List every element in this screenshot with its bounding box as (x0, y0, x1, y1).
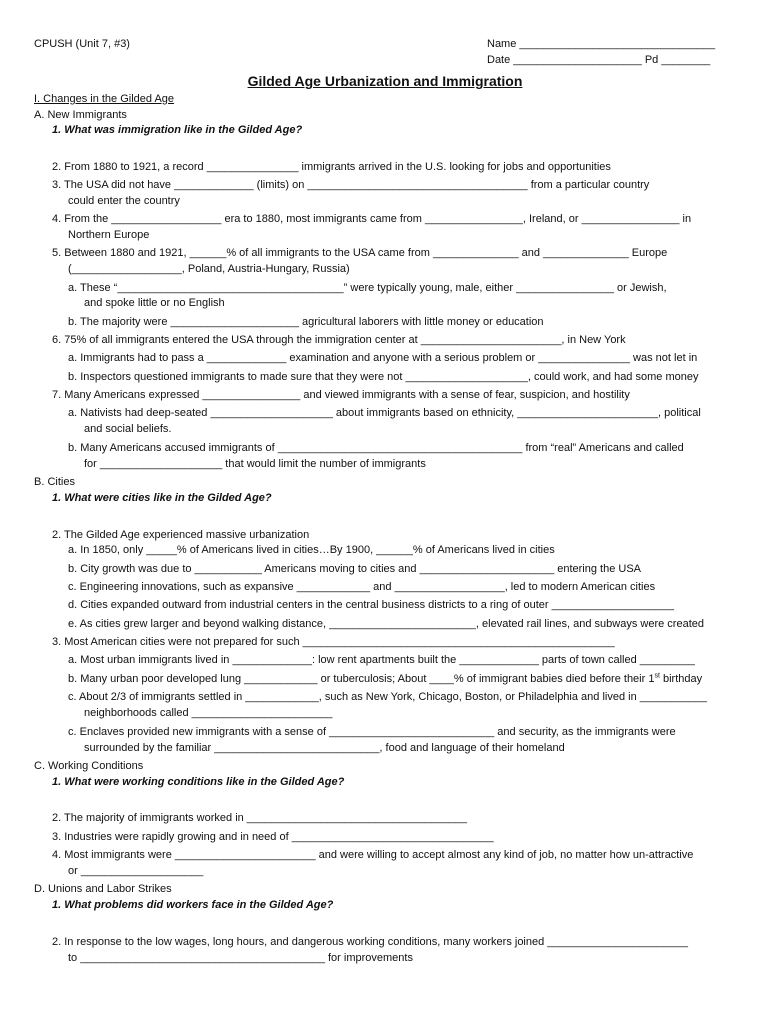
worksheet-line[interactable]: c. About 2/3 of immigrants settled in ____________, such as New York, Chicago, Boston, or Philadelphia and lived in ___________ (68, 691, 708, 703)
worksheet-line[interactable]: b. Many Americans accused immigrants of ________________________________________ from “real” Americans and called (68, 442, 684, 454)
worksheet-line[interactable]: 2. From 1880 to 1921, a record _______________ immigrants arrived in the U.S. looking for jobs and opportunities (52, 161, 611, 173)
worksheet-line[interactable]: 2. The majority of immigrants worked in ____________________________________ (52, 812, 468, 824)
worksheet-line[interactable]: b. Inspectors questioned immigrants to made sure that they were not ____________________, could work, and had some money (68, 371, 699, 383)
worksheet-line[interactable]: 3. The USA did not have _____________ (limits) on ____________________________________ from a particular country (52, 179, 650, 191)
worksheet-line[interactable]: surrounded by the familiar ___________________________, food and language of their homeland (84, 742, 565, 754)
name-field[interactable]: Name ________________________________ (487, 38, 716, 50)
worksheet-line: could enter the country (68, 195, 180, 207)
worksheet-line: 2. The Gilded Age experienced massive urbanization (52, 529, 310, 541)
worksheet-line: Northern Europe (68, 229, 150, 241)
worksheet-line[interactable]: b. City growth was due to ___________ Americans moving to cities and ______________________ entering the USA (68, 563, 642, 575)
worksheet-line[interactable]: 4. Most immigrants were _______________________ and were willing to accept almost any kind of job, no matter how un-attractive (52, 849, 694, 861)
worksheet-line: B. Cities (34, 476, 75, 488)
worksheet-line[interactable]: (__________________, Poland, Austria-Hungary, Russia) (68, 263, 350, 275)
worksheet-line[interactable]: 3. Industries were rapidly growing and in need of _________________________________ (52, 831, 494, 843)
worksheet-line[interactable]: 7. Many Americans expressed ________________ and viewed immigrants with a sense of fear, suspicion, and hostility (52, 389, 630, 401)
worksheet-line[interactable]: e. As cities grew larger and beyond walking distance, ________________________, elevated rail lines, and subways were created (68, 618, 704, 630)
section-question: 1. What were cities like in the Gilded Age? (52, 492, 272, 504)
worksheet-line[interactable]: to ________________________________________ for improvements (68, 952, 413, 964)
worksheet-line[interactable]: a. Nativists had deep-seated ____________________ about immigrants based on ethnicity, _______________________, political (68, 407, 701, 419)
section-question: 1. What problems did workers face in the Gilded Age? (52, 899, 334, 911)
worksheet-line[interactable]: b. The majority were _____________________ agricultural laborers with little money or education (68, 316, 544, 328)
worksheet-line: C. Working Conditions (34, 760, 144, 772)
worksheet-line[interactable]: 3. Most American cities were not prepared for such ___________________________________________________ (52, 636, 615, 648)
worksheet-line[interactable]: 4. From the __________________ era to 1880, most immigrants came from ________________, Ireland, or ________________ in (52, 213, 692, 225)
worksheet-line[interactable]: d. Cities expanded outward from industrial centers in the central business districts to a ring of outer ____________________ (68, 599, 674, 611)
date-period-field[interactable]: Date _____________________ Pd ________ (487, 54, 711, 66)
worksheet-line[interactable]: 6. 75% of all immigrants entered the USA through the immigration center at _______________________, in New York (52, 334, 626, 346)
course-label: CPUSH (Unit 7, #3) (34, 38, 130, 50)
worksheet-line[interactable]: for ____________________ that would limit the number of immigrants (84, 458, 426, 470)
worksheet-line[interactable]: c. Engineering innovations, such as expansive ____________ and __________________, led to modern American cities (68, 581, 656, 593)
worksheet-line: I. Changes in the Gilded Age (34, 93, 175, 105)
section-question: 1. What were working conditions like in the Gilded Age? (52, 776, 345, 788)
worksheet-line: A. New Immigrants (34, 109, 127, 121)
worksheet-line[interactable]: c. Enclaves provided new immigrants with a sense of ___________________________ and security, as the immigrants were (68, 726, 676, 738)
worksheet-line[interactable]: a. In 1850, only _____% of Americans lived in cities…By 1900, ______% of Americans lived in cities (68, 544, 555, 556)
page-title: Gilded Age Urbanization and Immigration (247, 73, 523, 89)
worksheet-line[interactable]: 5. Between 1880 and 1921, ______% of all immigrants to the USA came from ______________ and ______________ Europe (52, 247, 668, 259)
worksheet-line: and spoke little or no English (84, 297, 225, 309)
worksheet-line[interactable]: or ____________________ (68, 865, 204, 877)
worksheet-line[interactable]: neighborhoods called _______________________ (84, 707, 333, 719)
worksheet-line[interactable]: a. Most urban immigrants lived in _____________: low rent apartments built the _____________ parts of town called _________ (68, 654, 695, 666)
worksheet-line[interactable]: a. Immigrants had to pass a _____________ examination and anyone with a serious problem or _______________ was not let in (68, 352, 698, 364)
section-question: 1. What was immigration like in the Gilded Age? (52, 124, 303, 136)
worksheet-line: D. Unions and Labor Strikes (34, 883, 172, 895)
worksheet-line[interactable]: 2. In response to the low wages, long hours, and dangerous working conditions, many workers joined _______________________ (52, 936, 688, 948)
worksheet-line[interactable]: b. Many urban poor developed lung ____________ or tuberculosis; About ____% of immigrant babies died before their 1st birthday (68, 672, 703, 685)
worksheet-line: and social beliefs. (84, 423, 172, 435)
worksheet-line[interactable]: a. These “_____________________________________” were typically young, male, either ________________ or Jewish, (68, 282, 667, 294)
